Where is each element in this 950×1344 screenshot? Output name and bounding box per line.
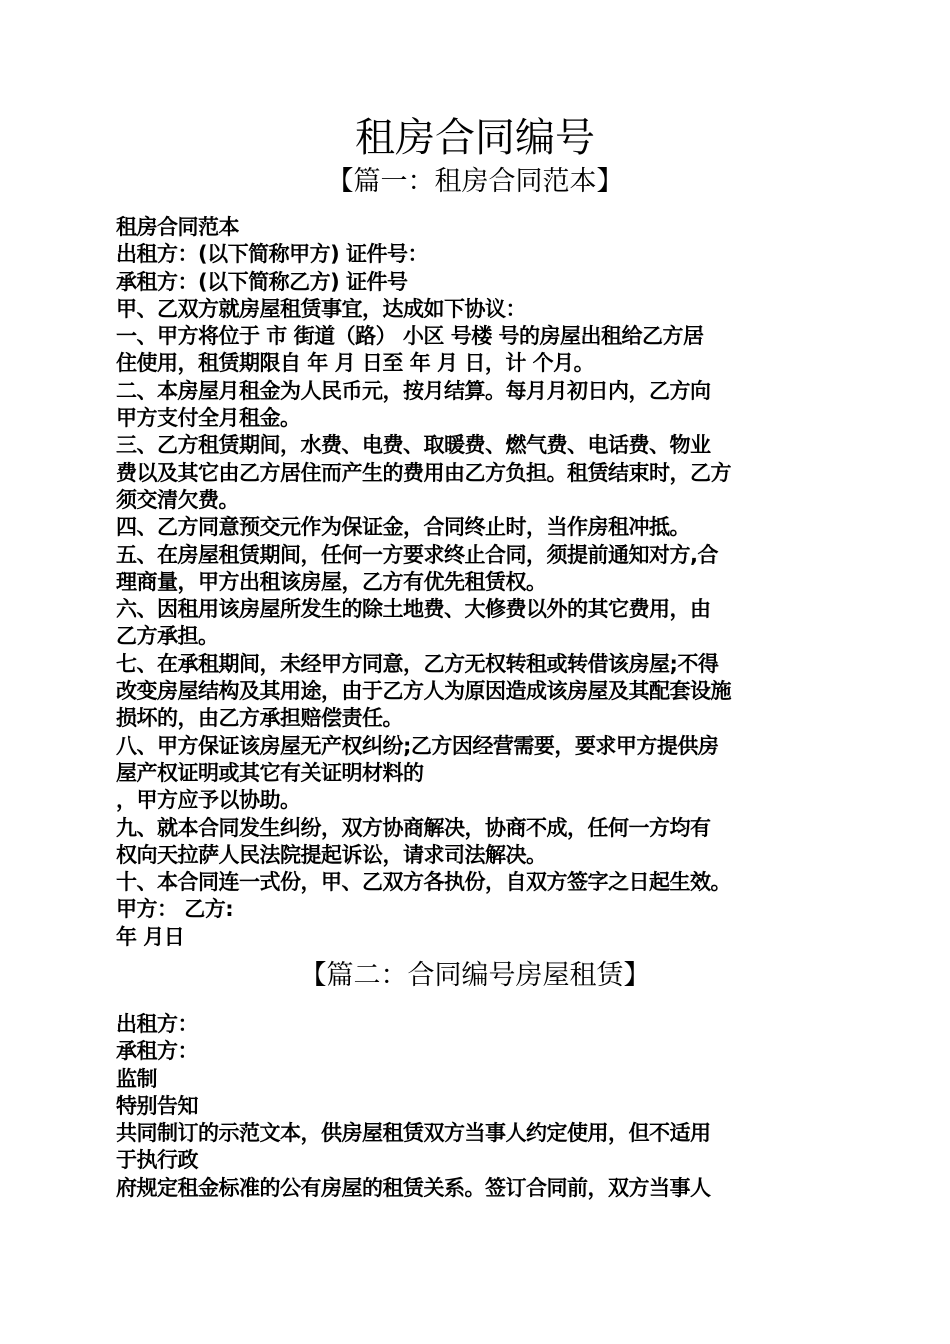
section-1-heading: 【篇一：租房合同范本】 [326,166,624,197]
text-line: 九、就本合同发生纠纷，双方协商解决，协商不成，任何一方均有 [116,815,711,840]
text-line: 屋产权证明或其它有关证明材料的 [116,760,424,785]
text-line: 五、在房屋租赁期间，任何一方要求终止合同，须提前通知对方,合 [116,542,718,567]
text-line: 出租方：(以下简称甲方) 证件号： [116,242,429,267]
text-line: 共同制订的示范文本，供房屋租赁双方当事人约定使用，但不适用 [116,1121,711,1146]
document-title: 租房合同编号 [355,115,595,161]
text-line: 出租方： [116,1012,198,1036]
text-line: 特别告知 [116,1093,198,1118]
text-line: 须交清欠费。 [116,487,239,512]
text-line: 理商量，甲方出租该房屋，乙方有优先租赁权。 [116,569,547,594]
text-line: 租房合同范本 [116,215,239,239]
text-line: ，甲方应予以协助。 [116,788,301,813]
text-line: 住使用，租赁期限自 年 月 日至 年 月 日，计 个月。 [116,351,595,376]
text-line: 甲方支付全月租金。 [116,406,301,431]
text-line: 二、本房屋月租金为人民币元，按月结算。每月月初日内，乙方向 [116,378,711,403]
text-line: 四、乙方同意预交元作为保证金，合同终止时，当作房租冲抵。 [116,515,690,540]
section-2-heading: 【篇二：合同编号房屋租赁】 [299,960,651,991]
text-line: 损坏的，由乙方承担赔偿责任。 [116,706,403,731]
text-line: 年 月日 [116,924,185,949]
text-line: 承租方： [116,1039,198,1064]
text-line: 费以及其它由乙方居住而产生的费用由乙方负担。租赁结束时，乙方 [116,460,731,485]
text-line: 权向天拉萨人民法院提起诉讼，请求司法解决。 [116,842,547,867]
text-line: 乙方承担。 [116,624,219,649]
text-line: 十、本合同连一式份，甲、乙双方各执份，自双方签字之日起生效。 [116,870,731,895]
text-line: 八、甲方保证该房屋无产权纠纷;乙方因经营需要，要求甲方提供房 [116,733,719,758]
text-line: 府规定租金标准的公有房屋的租赁关系。签订合同前，双方当事人 [116,1175,711,1200]
text-line: 监制 [116,1066,157,1091]
text-line: 一、甲方将位于 市 街道（路） 小区 号楼 号的房屋出租给乙方居 [116,324,704,349]
text-line: 甲、乙双方就房屋租赁事宜，达成如下协议： [116,296,526,321]
text-line: 七、在承租期间，未经甲方同意，乙方无权转租或转借该房屋;不得 [116,651,719,676]
section-2-body [116,1011,836,1202]
text-line: 甲方： 乙方: [116,897,234,922]
text-line: 于执行政 [116,1148,198,1173]
text-line: 六、因租用该房屋所发生的除土地费、大修费以外的其它费用，由 [116,597,711,622]
text-line: 三、乙方租赁期间，水费、电费、取暖费、燃气费、电话费、物业 [116,433,711,458]
text-line: 改变房屋结构及其用途，由于乙方人为原因造成该房屋及其配套设施 [116,679,731,704]
text-line: 承租方：(以下简称乙方) 证件号 [116,269,408,294]
section-1-body [116,214,836,951]
